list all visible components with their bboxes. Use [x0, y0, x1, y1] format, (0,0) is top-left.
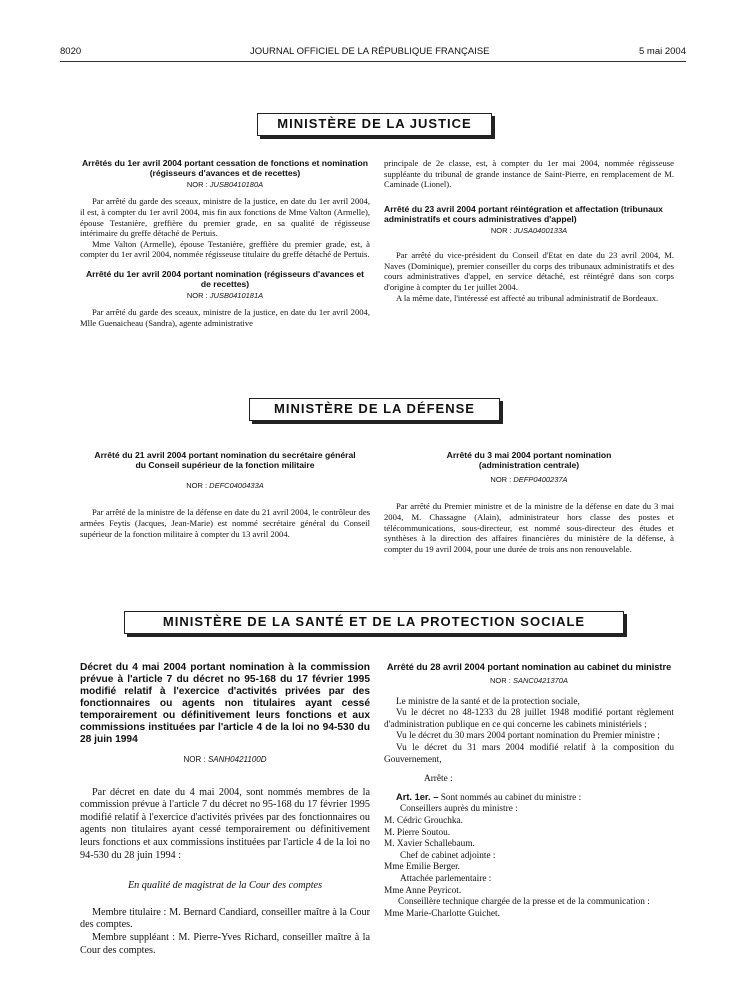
defense-right-column [384, 450, 674, 554]
paragraph: Le ministre de la santé et de la protection sociale, [396, 696, 580, 707]
section-title-sante: MINISTÈRE DE LA SANTÉ ET DE LA PROTECTION SOCIALE [124, 611, 624, 634]
article-title: Arrêté du 3 mai 2004 portant nomination (administration centrale) [446, 450, 612, 471]
nor-reference: NOR : JUSA0400133A [490, 225, 568, 235]
article-one: Art. 1er. – Sont nommés au cabinet du ministre : [396, 791, 582, 803]
decree-title: Décret du 4 mai 2004 portant nomination à la commission prévue à l'article 7 du décret no 95-168 du 17 février 1995 modifié relatif à l'exercice d'activités privées par des fonctionnaires ou agents non titulaires ayant cessé temporairement ou définitivement leurs fonctions et aux commissions instituées par l'article 4 de la loi no 94-530 du 28 juin 1994 [80, 662, 370, 745]
role-heading: Conseillers auprès du ministre : [400, 804, 518, 815]
appointee: Mme Anne Peyricot. [384, 885, 462, 896]
sante-left-column [80, 662, 370, 957]
paragraph: Par arrêté du Premier ministre et de la ministre de la défense en date du 3 mai 2004, M. Chassagne (Alain), administrateur hors classe des postes et télécommunications, sous-directeur, est nommé sous-directeur des études et synthèses à la direction des affaires financières du ministère de la défense, à compter du 19 avril 2004, pour une durée de trois ans non renouvelable. [384, 501, 674, 554]
appointee: Mme Emilie Berger. [384, 862, 460, 873]
appointee: M. Cédric Grouchka. [384, 815, 464, 826]
paragraph: Par arrêté de la ministre de la défense en date du 21 avril 2004, le contrôleur des armées Feytis (Jacques, Jean-Marie) est nommé secrétaire général du Conseil supérieur de la fonction militaire à compter du 13 avril 2004. [80, 507, 370, 539]
justice-right-column [384, 158, 674, 303]
article-title: Arrêté du 23 avril 2004 portant réintégration et affectation (tribunaux administratifs et cours administratives d'appel) [384, 203, 663, 225]
paragraph: principale de 2e classe, est, à compter du 1er mai 2004, nommée régisseuse suppléante du tribunal de grande instance de Saint-Pierre, en remplacement de M. Caminade (Lionel). [384, 158, 674, 190]
role-heading: Chef de cabinet adjointe : [400, 850, 496, 861]
paragraph: Vu le décret du 30 mars 2004 portant nomination du Premier ministre ; [396, 731, 660, 742]
nor-reference: NOR : DEFP0400237A [490, 474, 568, 484]
paragraph: A la même date, l'intéressé est affecté au tribunal administratif de Bordeaux. [396, 292, 659, 303]
header-rule [60, 61, 686, 62]
paragraph: Membre suppléant : M. Pierre-Yves Richard, conseiller maître à la Cour des comptes. [80, 931, 370, 956]
paragraph: Membre titulaire : M. Bernard Candiard, conseiller maître à la Cour des comptes. [80, 906, 370, 931]
paragraph: Par décret en date du 4 mai 2004, sont nommés membres de la commission prévue à l'article 7 du décret no 95-168 du 17 février 1995 modifié relatif à l'exercice d'activités privées par des fonctionnaires ou agents non titulaires ayant cessé temporairement ou définitivement leurs fonctions et aux commissions instituées par l'article 4 de la loi no 94-530 du 28 juin 1994 : [80, 786, 370, 861]
paragraph: Vu le décret du 31 mars 2004 modifié relatif à la composition du Gouvernement, [384, 742, 674, 765]
paragraph: Par arrêté du vice-président du Conseil d'Etat en date du 23 avril 2004, M. Naves (Dominique), premier conseiller du corps des tribunaux administratifs et des cours administratives d'appel, en service détaché, est réintégré dans son corps d'origine à compter du 1er juillet 2004. [384, 250, 674, 292]
running-header [60, 46, 686, 62]
defense-left-column [80, 450, 370, 539]
nor-reference: NOR : DEFC0400433A [186, 480, 264, 490]
header-date: 5 mai 2004 [638, 46, 686, 57]
nor-reference: NOR : JUSB0410181A [186, 290, 264, 300]
nor-reference: NOR : SANC0421370A [490, 676, 568, 685]
article-title: Arrêtés du 1er avril 2004 portant cessation de fonctions et nomination (régisseurs d'avances et de recettes) [81, 158, 369, 179]
nor-reference: NOR : SANH0421100D [183, 755, 267, 764]
section-title-justice: MINISTÈRE DE LA JUSTICE [257, 113, 492, 136]
paragraph: Mme Valton (Armelle), épouse Testanière, greffière du premier grade, est, à compter du 1er avril 2004, nommée régisseuse titulaire du greffe détaché de Pertuis. [80, 238, 370, 260]
article-title: Arrêté du 21 avril 2004 portant nomination du secrétaire général du Conseil supérieur de la fonction militaire [94, 450, 356, 471]
appointee: M. Pierre Soutou. [384, 827, 451, 838]
paragraph: Vu le décret no 48-1233 du 28 juillet 1948 modifié portant règlement d'administration publique en ce qui concerne les cabinets ministériels ; [384, 708, 674, 730]
journal-title: JOURNAL OFFICIEL DE LA RÉPUBLIQUE FRANÇAISE [250, 46, 490, 57]
paragraph: Arrête : [424, 774, 453, 785]
appointee: M. Xavier Schallebaum. [384, 839, 475, 850]
role-heading: Attachée parlementaire : [400, 873, 492, 884]
nor-reference: NOR : JUSB0410180A [186, 179, 264, 189]
role-heading: Conseillère technique chargée de la presse et de la communication : [398, 897, 650, 908]
paragraph: Par arrêté du garde des sceaux, ministre de la justice, en date du 1er avril 2004, Mlle Guenaicheau (Sandra), agente administrative [80, 307, 370, 328]
page-number: 8020 [60, 46, 82, 57]
section-title-defense: MINISTÈRE DE LA DÉFENSE [249, 398, 500, 421]
article-title: Arrêté du 1er avril 2004 portant nomination (régisseurs d'avances et de recettes) [85, 268, 365, 290]
article-title: Arrêté du 28 avril 2004 portant nomination au cabinet du ministre [386, 662, 672, 672]
justice-left-column [80, 158, 370, 329]
paragraph: Par arrêté du garde des sceaux, ministre de la justice, en date du 1er avril 2004, il est, à compter du 1er avril 2004, mis fin aux fonctions de Mme Valton (Armelle), épouse Testanière, greffière du premier grade, en sa qualité de régisseuse intérimaire du greffe détaché de Pertuis. [80, 196, 370, 239]
appointee: Mme Marie-Charlotte Guichet. [384, 908, 500, 919]
subheading: En qualité de magistrat de la Cour des comptes [127, 880, 323, 892]
sante-right-column [384, 662, 674, 920]
